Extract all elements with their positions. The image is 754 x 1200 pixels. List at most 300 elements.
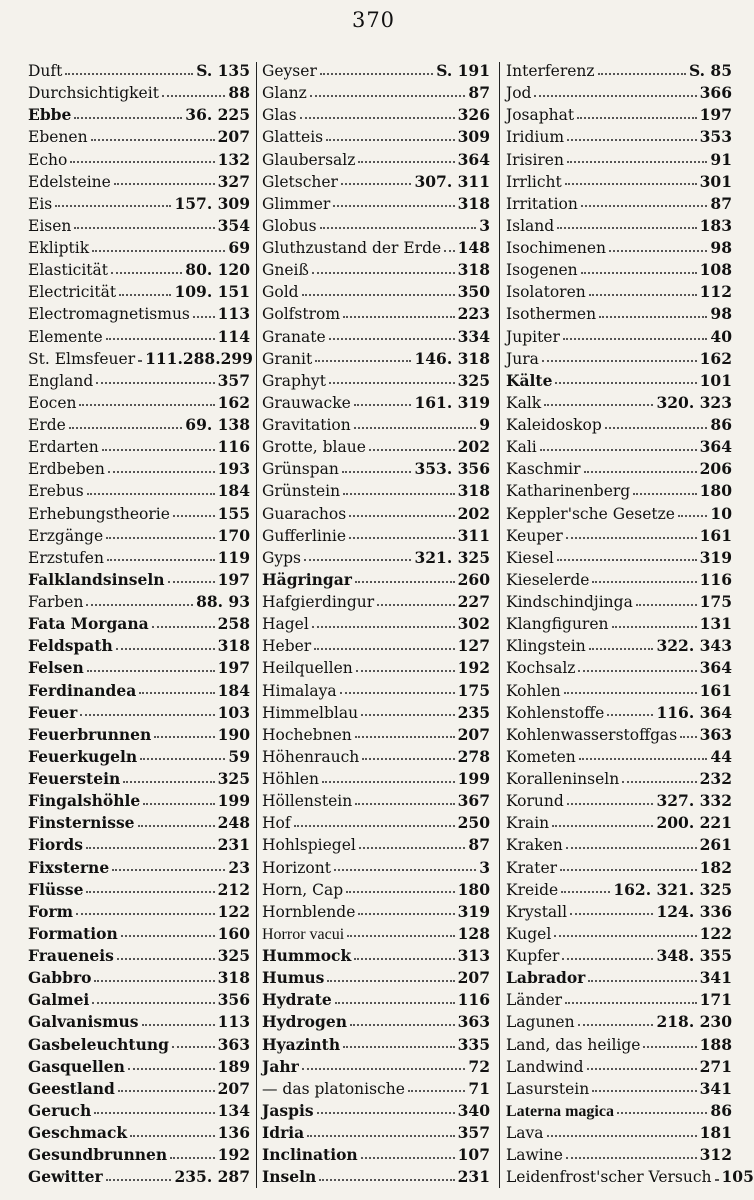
- page-reference: 320. 323: [656, 392, 732, 412]
- index-entry: [28, 945, 250, 966]
- page-reference: 162. 321. 325: [613, 879, 732, 899]
- page-reference: 232: [699, 769, 732, 788]
- page-reference: 327: [217, 171, 250, 191]
- dot-leader: [312, 626, 455, 628]
- page-reference: 202: [457, 437, 490, 457]
- dot-leader: [678, 515, 707, 517]
- index-entry: [506, 790, 732, 811]
- index-term: Kali: [506, 438, 537, 457]
- page-reference: 363: [217, 1034, 250, 1054]
- index-term: Grauwacke: [262, 393, 351, 412]
- dot-leader: [343, 493, 455, 495]
- index-entry: [506, 879, 732, 900]
- index-entry: [262, 635, 490, 656]
- index-term: Glatteis: [262, 128, 324, 147]
- index-entry: [262, 259, 490, 280]
- index-entry: [262, 702, 490, 723]
- dot-leader: [361, 714, 455, 716]
- index-entry: [262, 945, 490, 966]
- dot-leader: [343, 1046, 455, 1048]
- index-entry: [262, 591, 490, 612]
- index-entry: [506, 1144, 732, 1165]
- index-entry: [506, 812, 732, 833]
- page-reference: 311: [457, 525, 490, 545]
- index-entry: [506, 303, 732, 324]
- page-reference: 202: [457, 503, 490, 523]
- index-entry: [506, 591, 732, 612]
- index-term: Isochimenen: [506, 239, 607, 257]
- index-term: Kiesel: [506, 548, 554, 567]
- index-entry: [28, 768, 250, 789]
- page-reference: 231: [457, 1167, 490, 1187]
- page-reference: 112: [699, 282, 732, 302]
- index-term: Echo: [28, 150, 68, 169]
- index-term: Heilquellen: [262, 659, 353, 678]
- index-entry: [506, 989, 732, 1010]
- index-entry: [506, 657, 732, 678]
- index-term: Erzstufen: [28, 548, 104, 567]
- page-reference: S. 85: [688, 61, 732, 80]
- dot-leader: [121, 935, 215, 937]
- index-term: Hornblende: [262, 902, 356, 921]
- page-reference: S. 191: [436, 61, 490, 80]
- page-reference: 363: [457, 1012, 490, 1032]
- page-reference: 171: [699, 990, 732, 1010]
- index-entry: [506, 436, 732, 457]
- dot-leader: [565, 1002, 697, 1004]
- index-term: Kugel: [506, 924, 552, 943]
- dot-leader: [346, 891, 455, 893]
- dot-leader: [592, 1090, 696, 1092]
- page-reference: 69: [228, 238, 250, 257]
- dot-leader: [333, 205, 454, 207]
- dot-leader: [168, 581, 215, 583]
- page-reference: 109. 151: [174, 282, 250, 302]
- page-reference: 335: [457, 1034, 490, 1054]
- dot-leader: [170, 1157, 214, 1159]
- index-entry: [506, 635, 732, 656]
- index-term: Granit: [262, 349, 313, 368]
- page-reference: 136: [217, 1123, 250, 1142]
- index-entry: [506, 392, 732, 413]
- page-reference: 200. 221: [656, 813, 732, 833]
- dot-leader: [86, 604, 193, 606]
- page-reference: 357: [457, 1123, 490, 1142]
- index-entry: [262, 1056, 490, 1077]
- index-entry: [262, 857, 490, 878]
- dot-leader: [343, 316, 455, 318]
- index-entry: [262, 901, 490, 922]
- index-entry: [262, 303, 490, 324]
- dot-leader: [355, 803, 454, 805]
- index-term: Gasbeleuchtung: [28, 1034, 169, 1054]
- dot-leader: [643, 1046, 696, 1048]
- dot-leader: [715, 1179, 719, 1181]
- index-term: Golfstrom: [262, 305, 341, 324]
- index-term: Gasquellen: [28, 1056, 125, 1076]
- index-entry: [506, 923, 732, 944]
- index-entry: [262, 1122, 490, 1143]
- index-term: Graphyt: [262, 371, 326, 390]
- page-reference: 278: [457, 746, 490, 766]
- index-entry: [262, 503, 490, 524]
- page-reference: 108: [699, 260, 732, 280]
- dot-leader: [542, 360, 697, 362]
- index-term: Landwind: [506, 1057, 584, 1076]
- index-entry: [28, 237, 250, 258]
- page-reference: 91: [710, 149, 732, 169]
- page-reference: 87: [468, 835, 490, 855]
- dot-leader: [172, 1046, 215, 1048]
- page-reference: 122: [217, 901, 250, 921]
- index-entry: [28, 746, 250, 767]
- dot-leader: [341, 183, 412, 185]
- index-term: Hägringar: [262, 569, 352, 589]
- page-reference: 23: [228, 857, 250, 877]
- index-term: Guarachos: [262, 504, 347, 523]
- index-term: Feldspath: [28, 636, 113, 656]
- page-reference: 340: [457, 1100, 490, 1120]
- dot-leader: [320, 227, 477, 229]
- index-entry: [262, 923, 490, 944]
- dot-leader: [106, 1179, 172, 1181]
- dot-leader: [377, 604, 455, 606]
- index-term: Gabbro: [28, 968, 92, 988]
- index-entry: [506, 702, 732, 723]
- page-reference: 197: [217, 658, 250, 678]
- page-reference: 80. 120: [185, 260, 250, 280]
- index-entry: [28, 193, 250, 214]
- dot-leader: [94, 1112, 214, 1114]
- dot-leader: [636, 604, 697, 606]
- index-entry: [262, 281, 490, 302]
- dot-leader: [119, 294, 171, 296]
- index-term: Jupiter: [506, 327, 560, 346]
- page-reference: 199: [457, 769, 490, 788]
- index-entry: [28, 702, 250, 723]
- index-term: Erebus: [28, 482, 84, 501]
- index-term: Leidenfrost'scher Versuch: [506, 1168, 712, 1187]
- index-entry: [506, 1166, 754, 1187]
- dot-leader: [408, 1090, 466, 1092]
- dot-leader: [564, 692, 697, 694]
- dot-leader: [193, 316, 215, 318]
- index-entry: [506, 104, 732, 125]
- index-term: — das platonische: [262, 1079, 405, 1098]
- page-reference: 131: [699, 614, 732, 634]
- index-entry: [262, 812, 490, 833]
- page-reference: 87: [468, 83, 490, 103]
- dot-leader: [680, 736, 696, 738]
- index-entry: [262, 680, 490, 701]
- dot-leader: [138, 825, 215, 827]
- index-entry: [506, 126, 732, 147]
- page-reference: 113: [217, 1012, 250, 1032]
- dot-leader: [76, 913, 215, 915]
- index-term: Horn, Cap: [262, 880, 344, 899]
- index-entry: [28, 370, 250, 391]
- index-term: Gluthzustand der Erde: [262, 239, 442, 257]
- index-term: Kraken: [506, 836, 563, 855]
- page-reference: 69. 138: [185, 415, 250, 434]
- page-reference: 113: [217, 304, 250, 324]
- index-entry: [28, 1100, 250, 1121]
- page-reference: 86: [710, 415, 732, 434]
- page-reference: 161: [699, 680, 732, 700]
- index-entry: [28, 259, 250, 280]
- index-entry: [28, 613, 250, 634]
- dot-leader: [355, 581, 455, 583]
- index-entry: [28, 126, 250, 147]
- index-entry: [262, 768, 490, 789]
- index-term: Isogenen: [506, 261, 578, 280]
- dot-leader: [329, 338, 455, 340]
- page-reference: 207: [217, 1078, 250, 1098]
- page-reference: 72: [468, 1056, 490, 1076]
- index-term: Granate: [262, 327, 326, 346]
- dot-leader: [566, 847, 697, 849]
- index-entry: [28, 879, 250, 900]
- index-term: Electromagnetismus: [28, 305, 190, 324]
- dot-leader: [111, 272, 182, 274]
- index-term: Klangfiguren: [506, 615, 609, 634]
- index-term: Galvanismus: [28, 1012, 139, 1032]
- index-entry: [262, 1078, 490, 1099]
- index-entry: [262, 967, 490, 988]
- index-term: Ebenen: [28, 128, 88, 147]
- page-reference: 207: [217, 127, 250, 147]
- index-term: Galmei: [28, 990, 90, 1010]
- dot-leader: [117, 958, 215, 960]
- index-term: Jahr: [262, 1056, 299, 1076]
- page-reference: 181: [699, 1123, 732, 1142]
- index-entry: [262, 237, 490, 258]
- index-entry: [262, 436, 490, 457]
- dot-leader: [589, 294, 697, 296]
- page-reference: 116: [457, 990, 490, 1010]
- index-term: Formation: [28, 923, 118, 943]
- dot-leader: [302, 294, 455, 296]
- dot-leader: [340, 692, 455, 694]
- index-entry: [262, 613, 490, 634]
- index-term: Keppler'sche Gesetze: [506, 504, 675, 523]
- index-entry: [28, 392, 250, 413]
- page-reference: 207: [457, 968, 490, 988]
- index-entry: [28, 657, 250, 678]
- dot-leader: [315, 360, 411, 362]
- index-entry: [506, 149, 732, 170]
- page-reference: 161. 319: [414, 392, 490, 412]
- dot-leader: [361, 1157, 455, 1159]
- index-term: Ebbe: [28, 105, 72, 125]
- page-reference: 36. 225: [185, 105, 250, 125]
- page-reference: 258: [217, 614, 250, 634]
- index-column-1: [28, 60, 253, 1188]
- index-term: Labrador: [506, 968, 586, 988]
- index-term: Horizont: [262, 858, 331, 877]
- dot-leader: [633, 493, 696, 495]
- index-term: Idria: [262, 1123, 305, 1142]
- dot-leader: [557, 227, 696, 229]
- index-term: Laterna magica: [506, 1102, 614, 1120]
- index-term: Kaschmir: [506, 460, 581, 479]
- page-reference: 366: [699, 83, 732, 103]
- index-term: Falklandsinseln: [28, 569, 165, 589]
- index-term: Gewitter: [28, 1167, 103, 1187]
- dot-leader: [544, 404, 653, 406]
- index-term: Hof: [262, 814, 291, 833]
- index-entry: [262, 989, 490, 1010]
- index-entry: [262, 82, 490, 103]
- index-term: Kindschindjinga: [506, 593, 633, 611]
- dot-leader: [444, 250, 454, 252]
- page-reference: 357: [217, 370, 250, 390]
- index-term: Finsternisse: [28, 813, 135, 833]
- page-reference: 10: [710, 503, 732, 523]
- index-term: Irritation: [506, 194, 578, 213]
- page-reference: 319: [457, 901, 490, 921]
- index-term: Heber: [262, 637, 312, 656]
- page-reference: 218. 230: [656, 1012, 732, 1032]
- page-reference: 197: [217, 569, 250, 589]
- index-term: Fraueneis: [28, 946, 114, 965]
- dot-leader: [358, 161, 454, 163]
- index-entry: [28, 104, 250, 125]
- index-entry: [506, 768, 732, 789]
- index-term: Gravitation: [262, 416, 351, 434]
- index-entry: [506, 1034, 732, 1055]
- page-reference: 312: [699, 1145, 732, 1165]
- index-term: Krain: [506, 814, 550, 833]
- page-reference: 182: [699, 857, 732, 877]
- index-entry: [506, 259, 732, 280]
- dot-leader: [347, 935, 454, 937]
- index-term: Lawine: [506, 1146, 563, 1165]
- index-term: Kaleidoskop: [506, 416, 602, 434]
- index-entry: [28, 480, 250, 501]
- dot-leader: [112, 869, 225, 871]
- page-reference: 207: [457, 724, 490, 744]
- index-term: Klingstein: [506, 637, 586, 656]
- page-reference: 192: [217, 1145, 250, 1165]
- index-entry: [262, 1100, 490, 1121]
- page-reference: 235. 287: [174, 1167, 250, 1187]
- index-term: Land, das heilige: [506, 1035, 641, 1054]
- index-term: Koralleninseln: [506, 770, 620, 788]
- index-term: Erde: [28, 416, 66, 434]
- index-term: Geschmack: [28, 1123, 128, 1142]
- index-entry: [506, 746, 732, 767]
- page-reference: 250: [457, 813, 490, 833]
- page-reference: 146. 318: [414, 348, 490, 368]
- index-term: Humus: [262, 968, 325, 988]
- index-term: Kometen: [506, 747, 576, 766]
- index-term: Katharinenberg: [506, 482, 631, 501]
- index-entry: [28, 857, 250, 878]
- index-term: Erdarten: [28, 438, 99, 457]
- page-reference: 132: [217, 149, 250, 169]
- dot-leader: [561, 891, 610, 893]
- dot-leader: [96, 382, 214, 384]
- index-term: Gletscher: [262, 172, 338, 191]
- index-entry: [262, 547, 490, 568]
- index-entry: [28, 1056, 250, 1077]
- page-reference: 326: [457, 105, 490, 125]
- dot-leader: [329, 382, 455, 384]
- dot-leader: [612, 626, 697, 628]
- page-reference: 334: [457, 326, 490, 346]
- dot-leader: [562, 958, 653, 960]
- index-term: Kälte: [506, 370, 553, 390]
- page-reference: 248: [217, 813, 250, 833]
- index-entry: [506, 1122, 732, 1143]
- index-entry: [28, 436, 250, 457]
- index-entry: [262, 193, 490, 214]
- page-reference: 160: [217, 923, 250, 943]
- index-term: Feuerbrunnen: [28, 724, 152, 744]
- index-term: Horror vacui: [262, 925, 345, 943]
- page-reference: 325: [457, 370, 490, 390]
- dot-leader: [106, 537, 215, 539]
- dot-leader: [102, 449, 215, 451]
- page-reference: 9: [479, 415, 490, 434]
- index-entry: [506, 1100, 732, 1121]
- dot-leader: [106, 338, 215, 340]
- page-reference: 189: [217, 1056, 250, 1076]
- page-reference: 88: [228, 83, 250, 103]
- page-reference: 260: [457, 569, 490, 589]
- page-reference: 124. 336: [656, 901, 732, 921]
- index-entry: [506, 215, 732, 236]
- page-reference: 184: [217, 680, 250, 700]
- dot-leader: [350, 1024, 455, 1026]
- index-term: Irisiren: [506, 150, 564, 169]
- index-term: Hagel: [262, 615, 309, 634]
- index-entry: [28, 458, 250, 479]
- index-term: Grünspan: [262, 460, 339, 479]
- index-term: Lasurstein: [506, 1079, 590, 1098]
- dot-leader: [599, 316, 707, 318]
- page-reference: 318: [217, 968, 250, 988]
- index-term: Durchsichtigkeit: [28, 84, 159, 103]
- index-entry: [506, 857, 732, 878]
- index-entry: [506, 348, 732, 369]
- index-term: Flüsse: [28, 879, 84, 899]
- dot-leader: [560, 869, 697, 871]
- index-entry: [28, 569, 250, 590]
- page-reference: 367: [457, 791, 490, 811]
- index-term: Glas: [262, 106, 297, 125]
- dot-leader: [359, 847, 466, 849]
- index-term: Interferenz: [506, 62, 595, 80]
- index-entry: [28, 281, 250, 302]
- dot-leader: [362, 758, 454, 760]
- index-entry: [506, 525, 732, 546]
- page-reference: 184: [217, 481, 250, 501]
- page-reference: 3: [479, 857, 490, 877]
- index-entry: [262, 746, 490, 767]
- index-term: Ferdinandea: [28, 680, 137, 700]
- page-reference: 116: [217, 437, 250, 457]
- index-term: Form: [28, 901, 74, 921]
- dot-leader: [322, 781, 455, 783]
- page-reference: 116: [699, 569, 732, 589]
- page-reference: 199: [217, 791, 250, 811]
- index-entry: [262, 348, 490, 369]
- page-reference: 161: [699, 525, 732, 545]
- index-term: England: [28, 371, 94, 390]
- index-term: Jura: [506, 349, 539, 368]
